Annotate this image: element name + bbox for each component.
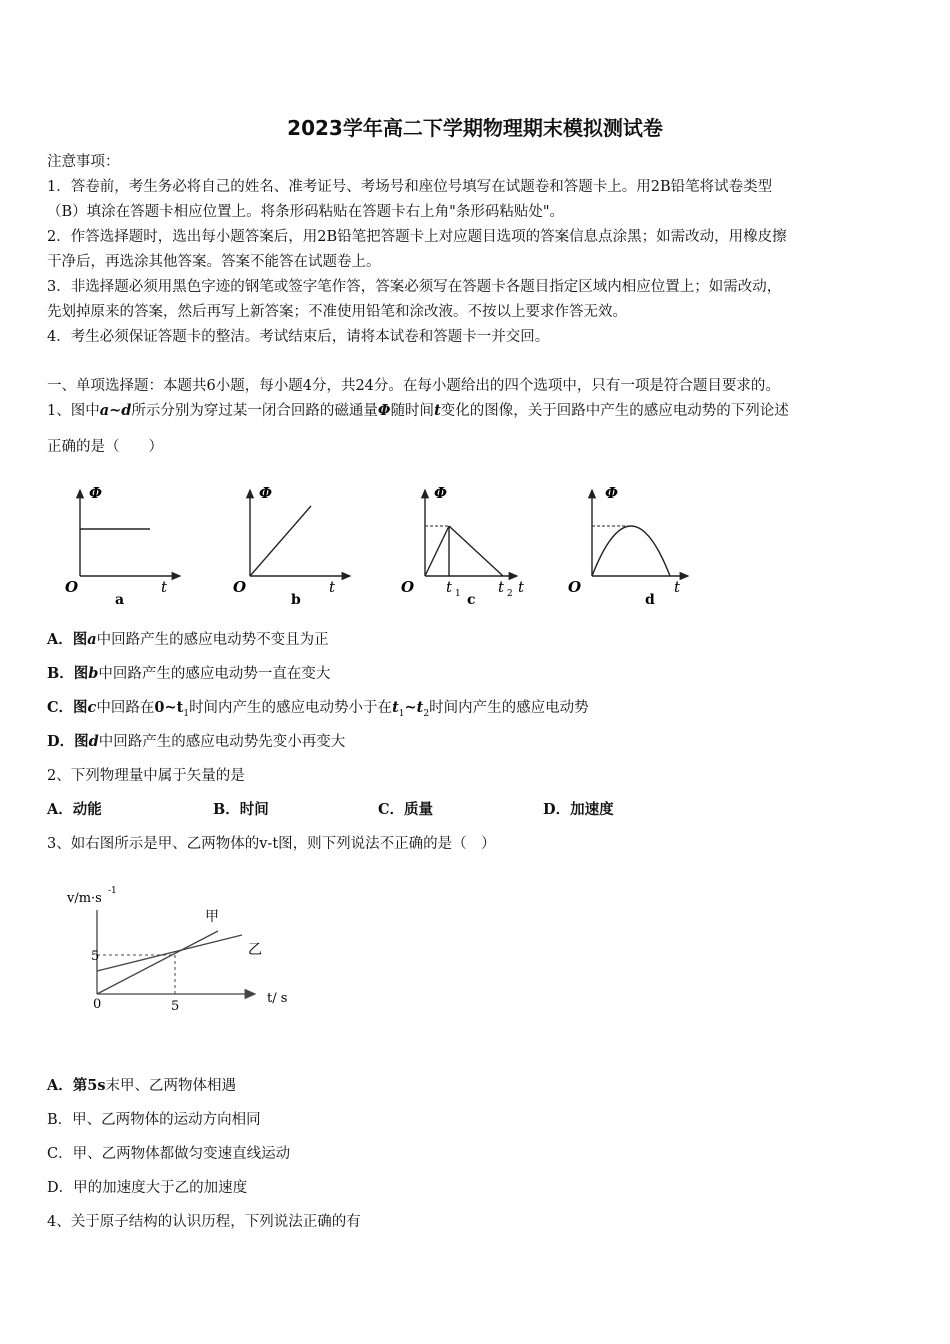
svg-text:2: 2 bbox=[507, 589, 513, 599]
svg-text:O: O bbox=[568, 578, 582, 596]
q1-stem: 1、图中a~d所示分别为穿过某一闭合回路的磁通量Φ随时间t变化的图像，关于回路中产生的感应电动势的下列论述 bbox=[47, 402, 789, 419]
svg-text:O: O bbox=[401, 578, 415, 596]
svg-text:Φ: Φ bbox=[605, 484, 619, 502]
q2-option-d: D．加速度 bbox=[543, 801, 614, 818]
q1-figures bbox=[55, 480, 705, 610]
q3-option-a: A．第5s末甲、乙两物体相遇 bbox=[47, 1077, 237, 1094]
svg-text:O: O bbox=[65, 578, 79, 596]
svg-text:Φ: Φ bbox=[434, 484, 448, 502]
notice-line: 2．作答选择题时，选出每小题答案后，用2B铅笔把答题卡上对应题目选项的答案信息点涂黑；如需改动，用橡皮擦 bbox=[47, 229, 787, 245]
section-heading: 一、单项选择题：本题共6小题，每小题4分，共24分。在每小题给出的四个选项中，只有一项是符合题目要求的。 bbox=[47, 378, 780, 394]
svg-text:b: b bbox=[291, 592, 301, 608]
svg-text:v/m·s: v/m·s bbox=[67, 891, 102, 906]
q3-option-d: D．甲的加速度大于乙的加速度 bbox=[47, 1180, 248, 1196]
q2-option-b: B．时间 bbox=[213, 801, 269, 818]
svg-text:0: 0 bbox=[93, 997, 102, 1012]
figure-a bbox=[65, 484, 180, 608]
svg-text:t: t bbox=[329, 578, 336, 596]
q1-stem-line2: 正确的是（ ） bbox=[47, 439, 163, 455]
notice-heading: 注意事项： bbox=[47, 154, 120, 170]
svg-text:Φ: Φ bbox=[89, 484, 103, 502]
q3-stem: 3、如右图所示是甲、乙两物体的v-t图，则下列说法不正确的是（ ） bbox=[47, 836, 496, 852]
q4-stem: 4、关于原子结构的认识历程，下列说法正确的有 bbox=[47, 1214, 361, 1230]
notice-line: 干净后，再选涂其他答案。答案不能答在试题卷上。 bbox=[47, 254, 381, 270]
q2-option-a: A．动能 bbox=[47, 801, 102, 818]
q3-option-b: B．甲、乙两物体的运动方向相同 bbox=[47, 1112, 261, 1128]
svg-text:t: t bbox=[674, 578, 681, 596]
q2-stem: 2、下列物理量中属于矢量的是 bbox=[47, 768, 245, 784]
notice-line: 先划掉原来的答案，然后再写上新答案；不准使用铅笔和涂改液。不按以上要求作答无效。 bbox=[47, 304, 627, 320]
notice-line: 4．考生必须保证答题卡的整洁。考试结束后，请将本试卷和答题卡一并交回。 bbox=[47, 329, 550, 345]
svg-text:Φ: Φ bbox=[259, 484, 273, 502]
svg-text:t: t bbox=[446, 578, 453, 596]
svg-text:d: d bbox=[645, 592, 655, 608]
svg-text:c: c bbox=[467, 592, 476, 608]
svg-text:乙: 乙 bbox=[248, 942, 262, 958]
notice-line: 1．答卷前，考生务必将自己的姓名、准考证号、考场号和座位号填写在试题卷和答题卡上。用2B铅笔将试卷类型 bbox=[47, 179, 773, 195]
svg-text:O: O bbox=[233, 578, 247, 596]
svg-text:a: a bbox=[115, 592, 125, 608]
q1-option-b: B．图b中回路产生的感应电动势一直在变大 bbox=[47, 665, 331, 682]
figure-b bbox=[233, 484, 350, 608]
q1-option-d: D．图d中回路产生的感应电动势先变小再变大 bbox=[47, 733, 346, 750]
svg-text:t: t bbox=[498, 578, 505, 596]
svg-text:-1: -1 bbox=[108, 886, 117, 896]
svg-text:甲: 甲 bbox=[205, 909, 219, 925]
svg-text:t: t bbox=[518, 578, 525, 596]
notice-line: 3．非选择题必须用黑色字迹的钢笔或签字笔作答，答案必须写在答题卡各题目指定区域内相应位置上；如需改动， bbox=[47, 279, 782, 295]
q1-option-a: A．图a中回路产生的感应电动势不变且为正 bbox=[47, 631, 329, 648]
figure-c bbox=[401, 484, 525, 608]
svg-text:t: t bbox=[161, 578, 168, 596]
svg-text:5: 5 bbox=[91, 949, 100, 964]
svg-text:1: 1 bbox=[455, 589, 461, 599]
q3-vt-graph bbox=[55, 876, 315, 1026]
q2-option-c: C．质量 bbox=[378, 801, 434, 818]
notice-line: （B）填涂在答题卡相应位置上。将条形码粘贴在答题卡右上角"条形码粘贴处"。 bbox=[47, 204, 564, 220]
page-title: 2023学年高二下学期物理期末模拟测试卷 bbox=[287, 116, 663, 140]
figure-d bbox=[568, 484, 688, 608]
q1-option-c: C．图c中回路在$0\sim t_1$时间内产生的感应电动势小于在$t_1\sim t_2$时间内产生的感应电动势 bbox=[47, 699, 589, 719]
q3-option-c: C．甲、乙两物体都做匀变速直线运动 bbox=[47, 1146, 291, 1162]
svg-text:t/ s: t/ s bbox=[267, 991, 288, 1006]
svg-text:5: 5 bbox=[171, 999, 180, 1014]
